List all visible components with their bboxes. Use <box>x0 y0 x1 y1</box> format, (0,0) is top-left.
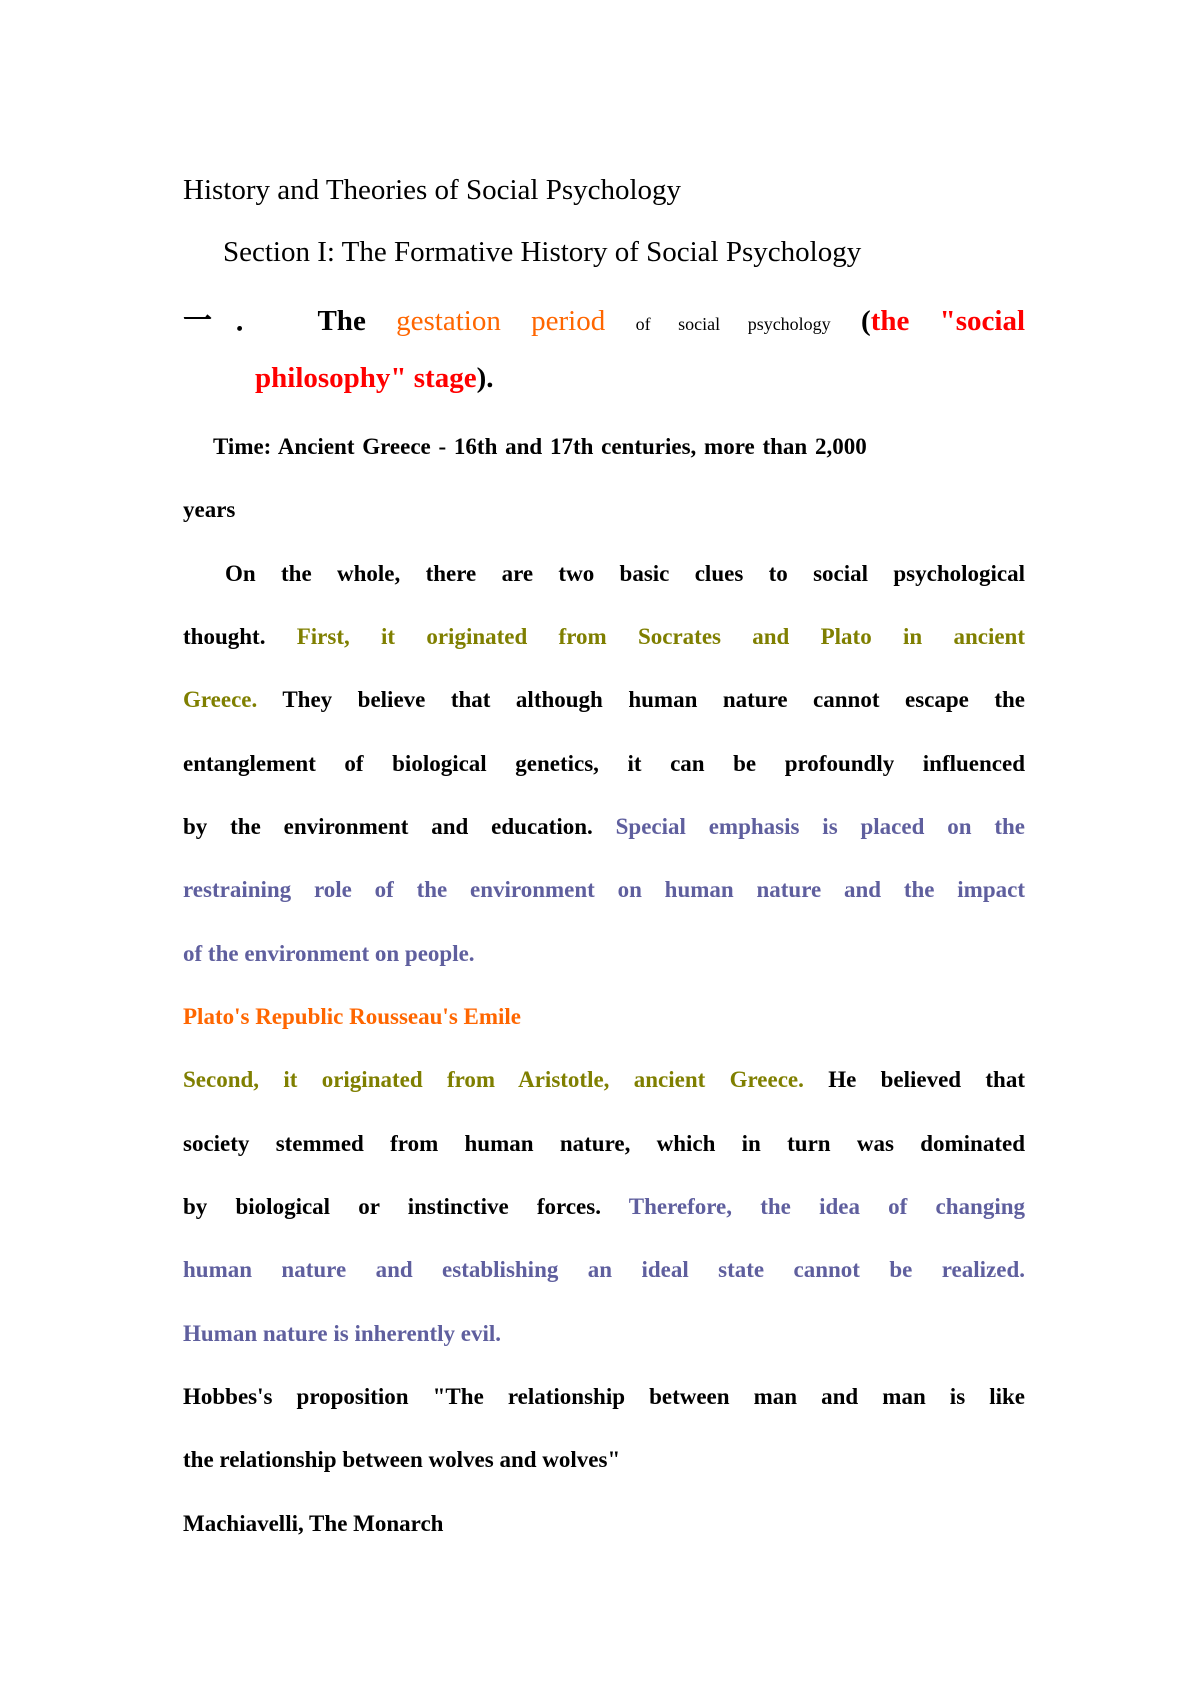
para1-line-3-black: They believe that although human nature cannot escape the <box>282 687 1025 712</box>
gestation-period-text: gestation period <box>396 305 606 337</box>
para1-line-6: restraining role of the environment on human nature and the impact <box>183 877 1025 902</box>
subheading-the: The <box>317 305 366 337</box>
para2-line-3-purple: Therefore, the idea of changing <box>628 1194 1026 1219</box>
para1-line-1: On the whole, there are two basic clues to social psychological <box>225 561 1025 586</box>
subheading-line-1 <box>183 298 1025 339</box>
para1-line-2-black: thought. <box>183 624 266 649</box>
para1-line-4: entanglement of biological genetics, it can be profoundly influenced <box>183 751 1025 776</box>
stage-name-part-1: the "social <box>870 305 1026 337</box>
hobbes-line-1: Hobbes's proposition "The relationship between man and man is like <box>183 1384 1025 1409</box>
paren-close: ). <box>476 362 494 394</box>
para1-line-5-purple: Special emphasis is placed on the <box>615 814 1025 839</box>
para2-line-3-black: by biological or instinctive forces. <box>183 1194 601 1219</box>
stage-name-part-2: philosophy" stage <box>255 362 477 394</box>
books-line: Plato's Republic Rousseau's Emile <box>183 1004 522 1029</box>
subheading-marker: 一． <box>183 305 288 337</box>
para1-line-5 <box>183 814 1025 840</box>
para1-line-5-black: by the environment and education. <box>183 814 593 839</box>
para1-line-7: of the environment on people. <box>183 941 475 966</box>
para2-line-4: human nature and establishing an ideal state cannot be realized. <box>183 1257 1025 1282</box>
para1-line-2 <box>183 624 1025 650</box>
para2-line-1-olive: Second, it originated from Aristotle, ancient Greece. <box>183 1067 804 1092</box>
para1-line-2-olive: First, it originated from Socrates and Plato in ancient <box>296 624 1025 649</box>
para2-line-1-black: He believed that <box>828 1067 1026 1092</box>
time-line-2: years <box>183 497 236 522</box>
paren-open: ( <box>861 305 871 337</box>
para2-line-1 <box>183 1067 1025 1093</box>
time-line-1: Time: Ancient Greece - 16th and 17th centuries, more than 2,000 <box>213 434 867 459</box>
para2-line-3 <box>183 1194 1025 1220</box>
section-heading: Section I: The Formative History of Social Psychology <box>223 236 862 268</box>
of-social-psychology-text: of social psychology <box>635 314 831 334</box>
para1-line-3 <box>183 687 1025 713</box>
machiavelli-line: Machiavelli, The Monarch <box>183 1511 444 1536</box>
para1-line-3-olive: Greece. <box>183 687 258 712</box>
para2-line-2: society stemmed from human nature, which in turn was dominated <box>183 1131 1025 1156</box>
para2-line-5: Human nature is inherently evil. <box>183 1321 501 1346</box>
page-title: History and Theories of Social Psychology <box>183 174 682 206</box>
subheading-line-2 <box>255 362 855 395</box>
hobbes-line-2: the relationship between wolves and wolves" <box>183 1447 621 1472</box>
